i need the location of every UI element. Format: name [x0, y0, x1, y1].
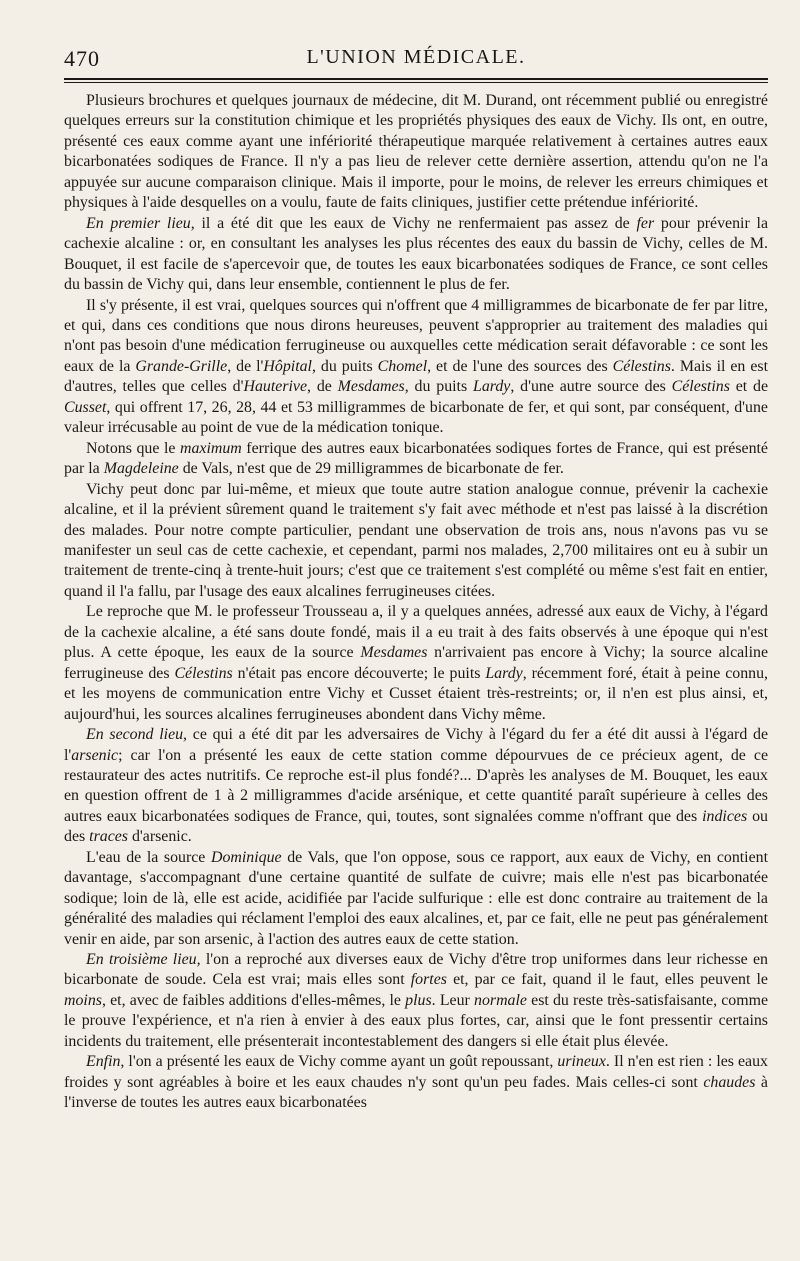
italic-run: Enfin, [86, 1053, 125, 1071]
text-run: . Il n'en est rien : les eaux froides y sont agréables à boire et les eaux chaudes n'y sont qu'un peu fades. Mais celles-ci sont [64, 1053, 768, 1091]
text-run: de Vals, n'est que de 29 milligrammes de bicarbonate de fer. [178, 460, 564, 478]
text-run: . Mais il en est d'autres, telles que celles d' [64, 357, 769, 396]
text-run: Plusieurs brochures et quelques journaux de médecine, dit M. Durand, ont récemment publié ou enregistré quelques erreurs sur la constitution chimique et les propriétés physiques des eaux de Vichy. Ils ont, en outre, présenté ces eaux comme ayant une infériorité thérapeutique marquée relativement à certaines autres eaux bicarbonatées sodiques de France. Il n'y a pas lieu de relever cette dernière assertion, attendu qu'on ne l'a appuyée sur aucune comparaison clinique. Mais il importe, pour le moins, de relever les erreurs chimiques et physiques à l'aide desquelles on a voulu, faute de faits cliniques, justifier cette prétendue infériorité. [64, 92, 768, 212]
italic-run: Lardy [485, 664, 523, 682]
paragraph [64, 439, 768, 480]
paragraph [64, 602, 768, 725]
italic-run: fortes [410, 971, 447, 989]
text-run: Notons que le [86, 439, 180, 457]
italic-run: En second lieu, [86, 726, 188, 744]
text-run: d'arsenic. [128, 828, 192, 846]
italic-run: plus [405, 991, 432, 1009]
text-run: l'on a reproché aux diverses eaux de Vichy d'être trop uniformes dans leur richesse en bicarbonate de soude. Cela est vrai; mais elles sont [64, 951, 769, 989]
paragraph [64, 1052, 768, 1113]
text-run: ce qui a été dit par les adversaires de Vichy à l'égard du fer a été dit aussi à l'égard de l' [64, 726, 768, 764]
paragraph [64, 91, 768, 214]
text-run: et de [729, 378, 769, 396]
italic-run: En troisième lieu, [86, 951, 201, 969]
italic-run: En premier lieu, [86, 214, 195, 232]
text-run: , de [307, 378, 338, 396]
italic-run: Hôpital [263, 357, 312, 375]
paragraph [64, 848, 768, 950]
text-run: n'était pas encore découverte; le puits [232, 664, 486, 682]
text-run: n'arrivaient pas encore à Vichy; la source alcaline ferrugineuse des [64, 644, 768, 682]
italic-run: Hauterive [243, 378, 308, 396]
text-run: l'on a présenté les eaux de Vichy comme ayant un goût repoussant, [124, 1053, 558, 1071]
italic-run: urineux [557, 1053, 606, 1071]
italic-run: indices [702, 807, 748, 825]
text-run: à l'inverse de toutes les autres eaux bicarbonatées [64, 1073, 768, 1112]
italic-run: Dominique [210, 848, 282, 866]
text-run: , et de l'une des sources des [427, 357, 613, 375]
text-run: , du puits [311, 357, 378, 375]
italic-run: Chomel [377, 357, 428, 375]
text-run: , qui offrent 17, 26, 28, 44 et 53 milligrammes de bicarbonate de fer, et qui sont, par conséquent, d'une valeur irrécusable au point de vue de la médication tonique. [64, 398, 768, 437]
italic-run: normale [474, 991, 527, 1009]
text-run: il a été dit que les eaux de Vichy ne renfermaient pas assez de [194, 214, 637, 232]
paragraph [64, 480, 768, 603]
italic-run: Célestins [612, 357, 671, 375]
paragraph [64, 950, 768, 1052]
italic-run: Célestins [671, 378, 730, 396]
header-rule [64, 78, 768, 83]
text-run: ; car l'on a présenté les eaux de cette station comme dépourvues de ce précieux agent, de ce restaurateur des actes nutritifs. Ce reproche est-il plus fondé?... D'après les analyses de M. Bouquet, les eaux en question offrent de 1 à 2 milligrammes d'acide arsénique, et cette quantité paraît supérieure à celles des autres eaux bicarbonatées sodiques de France, qui, toutes, sont signalées comme n'offrant que des [64, 746, 768, 825]
italic-run: Mesdames [360, 644, 428, 662]
body-text [64, 91, 768, 1114]
paragraph [64, 725, 768, 848]
italic-run: arsenic [71, 746, 119, 764]
text-run: ou des [64, 807, 768, 846]
text-run: Le reproche que M. le professeur Trousseau a, il y a quelques années, adressé aux eaux de Vichy, à l'égard de la cachexie alcaline, a été sans doute fondé, mais il a eu trait à des faits observés à une époque qui n'est plus. A cette époque, les eaux de la source [64, 603, 768, 662]
italic-run: Cusset [64, 398, 107, 416]
italic-run: moins [64, 991, 102, 1009]
text-run: , du puits [404, 378, 473, 396]
running-head [64, 38, 768, 74]
page-number: 470 [64, 46, 100, 71]
paragraph [64, 296, 768, 439]
italic-run: fer [636, 214, 655, 232]
journal-title: L'UNION MÉDICALE. [306, 46, 526, 68]
italic-run: traces [89, 828, 128, 846]
italic-run: Magdeleine [103, 460, 179, 478]
italic-run: chaudes [703, 1073, 756, 1091]
italic-run: maximum [179, 439, 242, 457]
text-run: de Vals, que l'on oppose, sous ce rapport, aux eaux de Vichy, en contient davantage, s'accompagnant d'une certaine quantité de sulfate de cuivre; mais elle n'est pas bicarbonatée sodique; loin de là, elle est acide, acidifiée par l'acide sulfurique : elle est donc contraire au traitement de la généralité des maladies qui réclament l'emploi des eaux alcalines, et, par ce fait, elle ne peut pas généralement venir en aide, par son arsenic, à l'action des autres eaux de cette station. [64, 848, 769, 948]
text-run: , et, avec de faibles additions d'elles-mêmes, le [101, 991, 406, 1009]
text-run: L'eau de la source [86, 848, 211, 866]
text-run: et, par ce fait, quand il le faut, elles peuvent le [446, 971, 768, 989]
italic-run: Lardy [472, 378, 511, 396]
text-run: , récemment foré, était à peine connu, et les moyens de communication entre Vichy et Cusset étaient très-restreints; or, il n'en est plus ainsi, et, aujourd'hui, les sources alcalines ferrugineuses abondent dans Vichy même. [64, 664, 768, 723]
paragraph [64, 214, 768, 296]
text-run: , d'une autre source des [510, 378, 672, 396]
text-run: ferrique des autres eaux bicarbonatées sodiques fortes de France, qui est présenté par la [64, 439, 768, 478]
italic-run: Mesdames [337, 378, 405, 396]
text-run: , de l' [227, 357, 264, 375]
text-run: pour prévenir la cachexie alcaline : or, en consultant les analyses les plus récentes des eaux du bassin de Vichy, celles de M. Bouquet, il est facile de s'apercevoir que, de toutes les eaux bicarbonatées sodiques de France, ce sont celles du bassin de Vichy qui, dans leur ensemble, contiennent le plus de fer. [64, 214, 768, 294]
text-run: Vichy peut donc par lui-même, et mieux que toute autre station analogue connue, prévenir la cachexie alcaline, et il la prévient sûrement quand le traitement s'y fait avec méthode et n'est pas laissé à la discrétion des malades. Pour notre compte particulier, pendant une observation de trois ans, nous n'avons pas vu se manifester un seul cas de cette cachexie, et cependant, parmi nos malades, 2,700 militaires ont eu à subir un traitement de trente-cinq à trente-huit jours; c'est que ce traitement s'est complété ou même s'est fait en entier, quand il l'a fallu, par l'usage des eaux alcalines ferrugineuses citées. [64, 480, 768, 600]
text-run: Il s'y présente, il est vrai, quelques sources qui n'offrent que 4 milligrammes de bicarbonate de fer par litre, et qui, dans ces conditions que nous dirons heureuses, peuvent s'approprier au traitement des maladies qui n'ont pas besoin d'une médication ferrugineuse ou auxquelles cette médication serait défavorable : ce sont les eaux de la [64, 296, 768, 375]
text-run: . Leur [431, 991, 474, 1009]
italic-run: Grande-Grille [135, 357, 228, 375]
text-run: est du reste très-satisfaisante, comme le prouve l'expérience, et n'a rien à envier à des eaux plus fortes, car, ainsi que le font pressentir certains incidents du traitement, elle présenterait incontestablement des dangers si elle était plus élevée. [64, 991, 769, 1050]
italic-run: Célestins [174, 664, 233, 682]
